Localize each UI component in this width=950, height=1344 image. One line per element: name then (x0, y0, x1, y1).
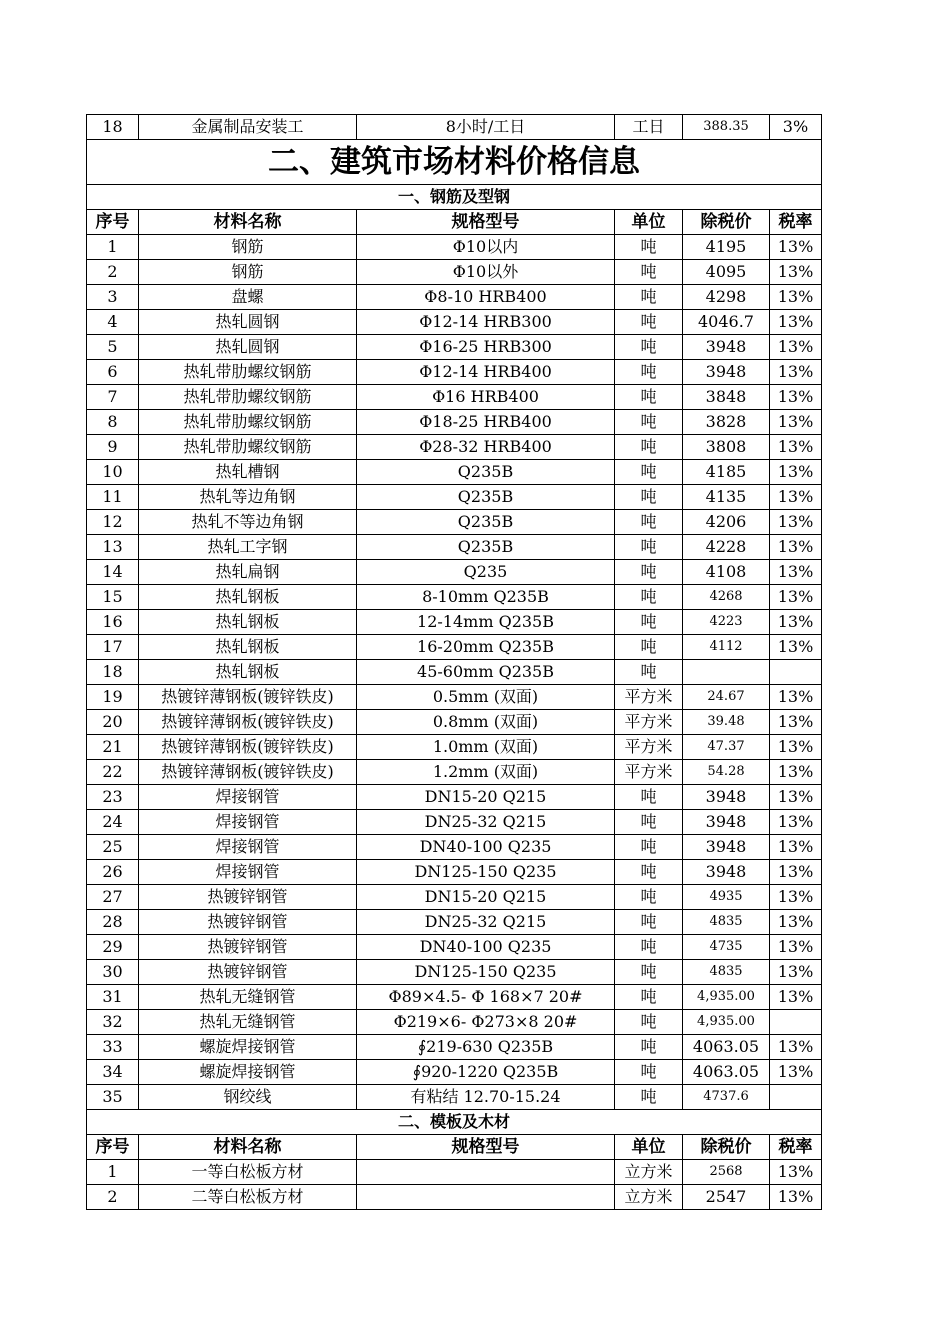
tax-rate: 13% (770, 960, 822, 985)
table-row (87, 235, 822, 260)
unit: 平方米 (615, 735, 683, 760)
material-name: 金属制品安装工 (139, 115, 357, 140)
material-name: 焊接钢管 (139, 785, 357, 810)
row-number: 23 (87, 785, 139, 810)
unit: 吨 (615, 310, 683, 335)
price-excl-tax: 54.28 (683, 760, 770, 785)
table-row (87, 1060, 822, 1085)
tax-rate: 13% (770, 260, 822, 285)
section-row (87, 185, 822, 210)
unit: 吨 (615, 610, 683, 635)
row-number: 7 (87, 385, 139, 410)
unit: 吨 (615, 260, 683, 285)
row-number: 25 (87, 835, 139, 860)
price-excl-tax: 4185 (683, 460, 770, 485)
specification: 45-60mm Q235B (357, 660, 615, 685)
table-row (87, 1085, 822, 1110)
tax-rate: 13% (770, 385, 822, 410)
tax-rate: 13% (770, 585, 822, 610)
specification: 0.5mm (双面) (357, 685, 615, 710)
material-name: 热轧带肋螺纹钢筋 (139, 435, 357, 460)
tax-rate: 13% (770, 510, 822, 535)
material-name: 热镀锌薄钢板(镀锌铁皮) (139, 735, 357, 760)
specification: Φ12-14 HRB400 (357, 360, 615, 385)
table-row (87, 115, 822, 140)
unit: 吨 (615, 235, 683, 260)
tax-rate: 13% (770, 835, 822, 860)
specification: Φ219×6- Φ273×8 20# (357, 1010, 615, 1035)
specification: 8小时/工日 (357, 115, 615, 140)
unit: 吨 (615, 885, 683, 910)
tax-rate: 13% (770, 485, 822, 510)
unit: 工日 (615, 115, 683, 140)
material-name: 螺旋焊接钢管 (139, 1060, 357, 1085)
table-row (87, 810, 822, 835)
material-name: 热轧钢板 (139, 585, 357, 610)
table-row (87, 360, 822, 385)
price-excl-tax: 4063.05 (683, 1060, 770, 1085)
column-header-name: 材料名称 (139, 210, 357, 235)
table-row (87, 535, 822, 560)
unit: 吨 (615, 960, 683, 985)
tax-rate: 13% (770, 610, 822, 635)
table-row (87, 260, 822, 285)
unit: 吨 (615, 935, 683, 960)
unit: 立方米 (615, 1160, 683, 1185)
unit: 吨 (615, 510, 683, 535)
table-row (87, 1160, 822, 1185)
price-excl-tax: 4735 (683, 935, 770, 960)
material-name: 热轧圆钢 (139, 310, 357, 335)
price-excl-tax: 4046.7 (683, 310, 770, 335)
unit: 吨 (615, 385, 683, 410)
tax-rate: 13% (770, 810, 822, 835)
price-excl-tax: 4228 (683, 535, 770, 560)
specification: 12-14mm Q235B (357, 610, 615, 635)
row-number: 14 (87, 560, 139, 585)
unit: 吨 (615, 985, 683, 1010)
material-name: 热镀锌薄钢板(镀锌铁皮) (139, 685, 357, 710)
price-excl-tax: 3948 (683, 835, 770, 860)
column-header-price: 除税价 (683, 210, 770, 235)
material-name: 螺旋焊接钢管 (139, 1035, 357, 1060)
tax-rate: 13% (770, 310, 822, 335)
row-number: 11 (87, 485, 139, 510)
specification: Φ10以内 (357, 235, 615, 260)
tax-rate: 13% (770, 635, 822, 660)
column-header-spec: 规格型号 (357, 210, 615, 235)
unit: 吨 (615, 785, 683, 810)
table-row (87, 710, 822, 735)
price-excl-tax (683, 660, 770, 685)
specification: Φ10以外 (357, 260, 615, 285)
row-number: 31 (87, 985, 139, 1010)
row-number: 2 (87, 1185, 139, 1210)
table-row (87, 660, 822, 685)
price-table (86, 114, 822, 1210)
header-row (87, 210, 822, 235)
row-number: 4 (87, 310, 139, 335)
tax-rate (770, 1085, 822, 1110)
material-name: 热镀锌薄钢板(镀锌铁皮) (139, 710, 357, 735)
row-number: 8 (87, 410, 139, 435)
material-name: 热轧不等边角钢 (139, 510, 357, 535)
material-name: 热镀锌钢管 (139, 960, 357, 985)
specification (357, 1160, 615, 1185)
unit: 立方米 (615, 1185, 683, 1210)
unit: 吨 (615, 360, 683, 385)
price-excl-tax: 4935 (683, 885, 770, 910)
row-number: 20 (87, 710, 139, 735)
tax-rate: 13% (770, 760, 822, 785)
tax-rate: 13% (770, 860, 822, 885)
specification: DN125-150 Q235 (357, 860, 615, 885)
unit: 吨 (615, 835, 683, 860)
unit: 吨 (615, 1035, 683, 1060)
row-number: 1 (87, 235, 139, 260)
column-header-unit: 单位 (615, 210, 683, 235)
row-number: 18 (87, 115, 139, 140)
material-name: 钢筋 (139, 235, 357, 260)
row-number: 5 (87, 335, 139, 360)
price-excl-tax: 4,935.00 (683, 985, 770, 1010)
specification: Φ16 HRB400 (357, 385, 615, 410)
price-excl-tax: 39.48 (683, 710, 770, 735)
specification: Φ89×4.5- Φ 168×7 20# (357, 985, 615, 1010)
tax-rate: 13% (770, 1060, 822, 1085)
unit: 吨 (615, 810, 683, 835)
tax-rate: 13% (770, 435, 822, 460)
price-excl-tax: 3948 (683, 785, 770, 810)
tax-rate: 3% (770, 115, 822, 140)
specification: ∮219-630 Q235B (357, 1035, 615, 1060)
column-header-name: 材料名称 (139, 1135, 357, 1160)
material-name: 热轧无缝钢管 (139, 1010, 357, 1035)
material-name: 一等白松板方材 (139, 1160, 357, 1185)
tax-rate: 13% (770, 785, 822, 810)
specification: Q235B (357, 535, 615, 560)
specification: DN25-32 Q215 (357, 810, 615, 835)
material-name: 盘螺 (139, 285, 357, 310)
price-excl-tax: 4298 (683, 285, 770, 310)
row-number: 28 (87, 910, 139, 935)
row-number: 19 (87, 685, 139, 710)
material-name: 二等白松板方材 (139, 1185, 357, 1210)
tax-rate: 13% (770, 1185, 822, 1210)
table-row (87, 935, 822, 960)
tax-rate: 13% (770, 410, 822, 435)
tax-rate: 13% (770, 535, 822, 560)
row-number: 35 (87, 1085, 139, 1110)
material-name: 焊接钢管 (139, 835, 357, 860)
row-number: 2 (87, 260, 139, 285)
price-excl-tax: 4108 (683, 560, 770, 585)
table-row (87, 485, 822, 510)
row-number: 30 (87, 960, 139, 985)
row-number: 21 (87, 735, 139, 760)
row-number: 17 (87, 635, 139, 660)
price-excl-tax: 4737.6 (683, 1085, 770, 1110)
section-row (87, 1110, 822, 1135)
row-number: 9 (87, 435, 139, 460)
row-number: 1 (87, 1160, 139, 1185)
specification: DN40-100 Q235 (357, 935, 615, 960)
page-title: 二、建筑市场材料价格信息 (87, 140, 822, 185)
price-excl-tax: 4195 (683, 235, 770, 260)
material-name: 热轧钢板 (139, 610, 357, 635)
unit: 吨 (615, 660, 683, 685)
table-row (87, 985, 822, 1010)
tax-rate: 13% (770, 235, 822, 260)
price-excl-tax: 4,935.00 (683, 1010, 770, 1035)
unit: 吨 (615, 335, 683, 360)
table-row (87, 635, 822, 660)
row-number: 29 (87, 935, 139, 960)
unit: 吨 (615, 1085, 683, 1110)
table-row (87, 310, 822, 335)
table-row (87, 285, 822, 310)
row-number: 27 (87, 885, 139, 910)
table-row (87, 510, 822, 535)
table-row (87, 585, 822, 610)
column-header-price: 除税价 (683, 1135, 770, 1160)
specification: ∮920-1220 Q235B (357, 1060, 615, 1085)
unit: 吨 (615, 460, 683, 485)
table-row (87, 335, 822, 360)
table-row (87, 885, 822, 910)
tax-rate: 13% (770, 1160, 822, 1185)
specification: Φ12-14 HRB300 (357, 310, 615, 335)
price-excl-tax: 2568 (683, 1160, 770, 1185)
table-row (87, 610, 822, 635)
price-excl-tax: 388.35 (683, 115, 770, 140)
row-number: 26 (87, 860, 139, 885)
column-header-no: 序号 (87, 210, 139, 235)
specification: Φ8-10 HRB400 (357, 285, 615, 310)
tax-rate (770, 660, 822, 685)
specification (357, 1185, 615, 1210)
specification: DN15-20 Q215 (357, 785, 615, 810)
price-excl-tax: 4835 (683, 960, 770, 985)
table-row (87, 785, 822, 810)
table-row (87, 735, 822, 760)
material-name: 热轧钢板 (139, 635, 357, 660)
row-number: 16 (87, 610, 139, 635)
table-row (87, 385, 822, 410)
tax-rate: 13% (770, 335, 822, 360)
price-excl-tax: 4095 (683, 260, 770, 285)
specification: 8-10mm Q235B (357, 585, 615, 610)
row-number: 24 (87, 810, 139, 835)
price-excl-tax: 3948 (683, 335, 770, 360)
price-excl-tax: 4835 (683, 910, 770, 935)
price-excl-tax: 4112 (683, 635, 770, 660)
section-title: 二、模板及木材 (87, 1110, 822, 1135)
material-name: 焊接钢管 (139, 860, 357, 885)
unit: 吨 (615, 635, 683, 660)
material-name: 热镀锌钢管 (139, 935, 357, 960)
unit: 吨 (615, 860, 683, 885)
column-header-tax: 税率 (770, 210, 822, 235)
tax-rate: 13% (770, 885, 822, 910)
price-excl-tax: 4063.05 (683, 1035, 770, 1060)
material-name: 热轧圆钢 (139, 335, 357, 360)
row-number: 22 (87, 760, 139, 785)
row-number: 12 (87, 510, 139, 535)
material-name: 热轧等边角钢 (139, 485, 357, 510)
unit: 平方米 (615, 710, 683, 735)
specification: DN15-20 Q215 (357, 885, 615, 910)
specification: 0.8mm (双面) (357, 710, 615, 735)
tax-rate: 13% (770, 985, 822, 1010)
material-name: 热轧带肋螺纹钢筋 (139, 385, 357, 410)
unit: 吨 (615, 535, 683, 560)
unit: 吨 (615, 1010, 683, 1035)
specification: Φ28-32 HRB400 (357, 435, 615, 460)
material-name: 热轧无缝钢管 (139, 985, 357, 1010)
table-row (87, 460, 822, 485)
specification: 16-20mm Q235B (357, 635, 615, 660)
specification: 1.2mm (双面) (357, 760, 615, 785)
specification: Φ16-25 HRB300 (357, 335, 615, 360)
tax-rate: 13% (770, 685, 822, 710)
material-name: 钢绞线 (139, 1085, 357, 1110)
price-table-body (87, 115, 822, 1210)
table-row (87, 860, 822, 885)
unit: 平方米 (615, 685, 683, 710)
tax-rate: 13% (770, 935, 822, 960)
table-row (87, 1010, 822, 1035)
unit: 吨 (615, 485, 683, 510)
material-name: 钢筋 (139, 260, 357, 285)
tax-rate: 13% (770, 360, 822, 385)
material-name: 热轧槽钢 (139, 460, 357, 485)
price-excl-tax: 4223 (683, 610, 770, 635)
price-excl-tax: 3948 (683, 360, 770, 385)
material-name: 热镀锌钢管 (139, 885, 357, 910)
row-number: 10 (87, 460, 139, 485)
table-row (87, 560, 822, 585)
price-excl-tax: 4268 (683, 585, 770, 610)
table-row (87, 760, 822, 785)
specification: Q235B (357, 510, 615, 535)
material-name: 焊接钢管 (139, 810, 357, 835)
specification: DN25-32 Q215 (357, 910, 615, 935)
price-excl-tax: 4206 (683, 510, 770, 535)
row-number: 33 (87, 1035, 139, 1060)
price-excl-tax: 2547 (683, 1185, 770, 1210)
tax-rate: 13% (770, 910, 822, 935)
price-excl-tax: 4135 (683, 485, 770, 510)
unit: 吨 (615, 410, 683, 435)
row-number: 13 (87, 535, 139, 560)
row-number: 34 (87, 1060, 139, 1085)
column-header-unit: 单位 (615, 1135, 683, 1160)
specification: 有粘结 12.70-15.24 (357, 1085, 615, 1110)
specification: DN40-100 Q235 (357, 835, 615, 860)
price-excl-tax: 24.67 (683, 685, 770, 710)
tax-rate: 13% (770, 560, 822, 585)
unit: 吨 (615, 435, 683, 460)
table-row (87, 1185, 822, 1210)
section-title: 一、钢筋及型钢 (87, 185, 822, 210)
price-excl-tax: 3948 (683, 810, 770, 835)
material-name: 热轧带肋螺纹钢筋 (139, 360, 357, 385)
specification: 1.0mm (双面) (357, 735, 615, 760)
specification: Q235B (357, 485, 615, 510)
specification: Q235B (357, 460, 615, 485)
title-row (87, 140, 822, 185)
unit: 吨 (615, 910, 683, 935)
material-name: 热轧工字钢 (139, 535, 357, 560)
row-number: 3 (87, 285, 139, 310)
price-excl-tax: 3828 (683, 410, 770, 435)
unit: 平方米 (615, 760, 683, 785)
table-row (87, 410, 822, 435)
material-name: 热镀锌钢管 (139, 910, 357, 935)
tax-rate: 13% (770, 460, 822, 485)
column-header-no: 序号 (87, 1135, 139, 1160)
specification: DN125-150 Q235 (357, 960, 615, 985)
table-row (87, 835, 822, 860)
price-excl-tax: 47.37 (683, 735, 770, 760)
unit: 吨 (615, 1060, 683, 1085)
tax-rate: 13% (770, 1035, 822, 1060)
column-header-tax: 税率 (770, 1135, 822, 1160)
material-name: 热轧扁钢 (139, 560, 357, 585)
unit: 吨 (615, 560, 683, 585)
tax-rate: 13% (770, 735, 822, 760)
row-number: 15 (87, 585, 139, 610)
header-row (87, 1135, 822, 1160)
table-row (87, 1035, 822, 1060)
table-row (87, 960, 822, 985)
column-header-spec: 规格型号 (357, 1135, 615, 1160)
price-excl-tax: 3948 (683, 860, 770, 885)
price-excl-tax: 3848 (683, 385, 770, 410)
tax-rate: 13% (770, 285, 822, 310)
row-number: 32 (87, 1010, 139, 1035)
table-row (87, 685, 822, 710)
unit: 吨 (615, 285, 683, 310)
table-row (87, 910, 822, 935)
table-row (87, 435, 822, 460)
row-number: 18 (87, 660, 139, 685)
price-excl-tax: 3808 (683, 435, 770, 460)
material-name: 热轧钢板 (139, 660, 357, 685)
material-name: 热轧带肋螺纹钢筋 (139, 410, 357, 435)
material-name: 热镀锌薄钢板(镀锌铁皮) (139, 760, 357, 785)
row-number: 6 (87, 360, 139, 385)
specification: Q235 (357, 560, 615, 585)
specification: Φ18-25 HRB400 (357, 410, 615, 435)
unit: 吨 (615, 585, 683, 610)
tax-rate: 13% (770, 710, 822, 735)
tax-rate (770, 1010, 822, 1035)
